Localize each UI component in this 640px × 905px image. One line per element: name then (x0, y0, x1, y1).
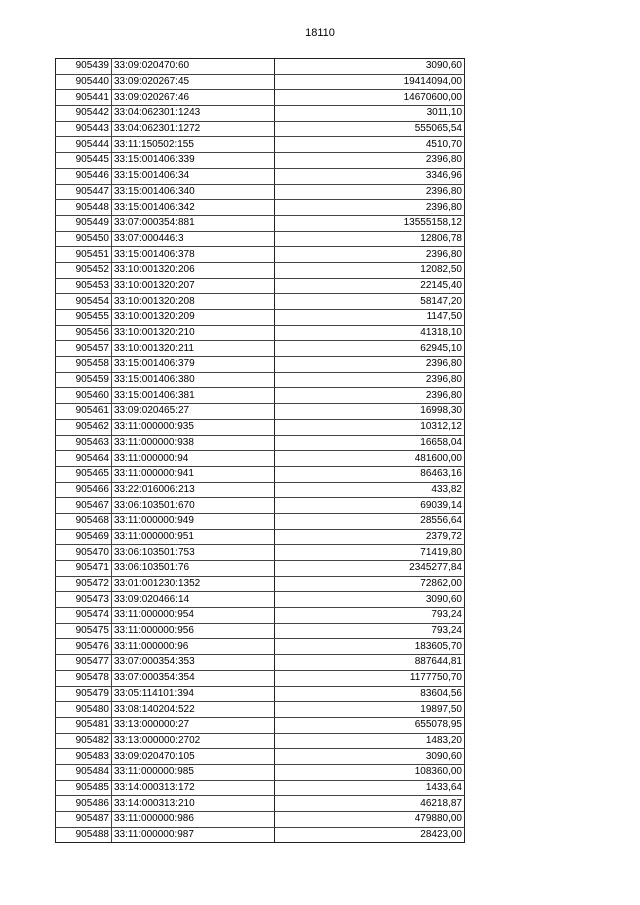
cadastral-number-cell: 33:09:020267:45 (112, 74, 275, 90)
cadastral-number-cell: 33:10:001320:207 (112, 278, 275, 294)
cadastral-value-cell: 793,24 (275, 608, 465, 624)
row-number-cell: 905455 (56, 310, 112, 326)
cadastral-number-cell: 33:15:001406:342 (112, 200, 275, 216)
cadastral-value-cell: 72862,00 (275, 576, 465, 592)
table-row (56, 498, 465, 514)
row-number-cell: 905487 (56, 812, 112, 828)
row-number-cell: 905462 (56, 419, 112, 435)
table-row (56, 435, 465, 451)
cadastral-value-cell: 1177750,70 (275, 670, 465, 686)
cadastral-value-cell: 58147,20 (275, 294, 465, 310)
table-row (56, 670, 465, 686)
table-row (56, 749, 465, 765)
table-row (56, 121, 465, 137)
cadastral-number-cell: 33:11:000000:938 (112, 435, 275, 451)
cadastral-number-cell: 33:11:000000:956 (112, 623, 275, 639)
row-number-cell: 905481 (56, 717, 112, 733)
table-row (56, 325, 465, 341)
cadastral-number-cell: 33:11:000000:951 (112, 529, 275, 545)
cadastral-number-cell: 33:11:000000:941 (112, 466, 275, 482)
table-row (56, 545, 465, 561)
row-number-cell: 905472 (56, 576, 112, 592)
cadastral-number-cell: 33:11:150502:155 (112, 137, 275, 153)
cadastral-number-cell: 33:04:062301:1272 (112, 121, 275, 137)
table-row (56, 466, 465, 482)
table-row (56, 200, 465, 216)
cadastral-number-cell: 33:14:000313:172 (112, 780, 275, 796)
row-number-cell: 905465 (56, 466, 112, 482)
cadastral-number-cell: 33:09:020466:14 (112, 592, 275, 608)
cadastral-value-cell: 2396,80 (275, 247, 465, 263)
table-row (56, 357, 465, 373)
cadastral-number-cell: 33:09:020267:46 (112, 90, 275, 106)
cadastral-value-cell: 83604,56 (275, 686, 465, 702)
cadastral-value-table (55, 58, 465, 843)
cadastral-number-cell: 33:06:103501:76 (112, 561, 275, 577)
cadastral-number-cell: 33:15:001406:380 (112, 372, 275, 388)
table-row (56, 827, 465, 843)
cadastral-value-cell: 183605,70 (275, 639, 465, 655)
table-row (56, 278, 465, 294)
cadastral-value-cell: 108360,00 (275, 764, 465, 780)
cadastral-number-cell: 33:05:114101:394 (112, 686, 275, 702)
cadastral-value-cell: 3011,10 (275, 106, 465, 122)
page-number: 18110 (305, 27, 335, 39)
table-row (56, 717, 465, 733)
cadastral-value-cell: 19414094,00 (275, 74, 465, 90)
table-row (56, 310, 465, 326)
table-row (56, 513, 465, 529)
table-row (56, 153, 465, 169)
table-row (56, 451, 465, 467)
table-row (56, 168, 465, 184)
row-number-cell: 905476 (56, 639, 112, 655)
cadastral-number-cell: 33:07:000354:353 (112, 655, 275, 671)
row-number-cell: 905458 (56, 357, 112, 373)
row-number-cell: 905484 (56, 764, 112, 780)
cadastral-value-cell: 481600,00 (275, 451, 465, 467)
row-number-cell: 905482 (56, 733, 112, 749)
row-number-cell: 905447 (56, 184, 112, 200)
table-row (56, 702, 465, 718)
table-row (56, 419, 465, 435)
cadastral-value-cell: 2345277,84 (275, 561, 465, 577)
table-row (56, 623, 465, 639)
row-number-cell: 905473 (56, 592, 112, 608)
cadastral-number-cell: 33:01:001230:1352 (112, 576, 275, 592)
cadastral-value-cell: 3346,96 (275, 168, 465, 184)
cadastral-value-cell: 555065,54 (275, 121, 465, 137)
cadastral-number-cell: 33:10:001320:210 (112, 325, 275, 341)
cadastral-value-cell: 1483,20 (275, 733, 465, 749)
table-row (56, 184, 465, 200)
cadastral-number-cell: 33:11:000000:986 (112, 812, 275, 828)
table-row (56, 247, 465, 263)
row-number-cell: 905486 (56, 796, 112, 812)
row-number-cell: 905446 (56, 168, 112, 184)
cadastral-number-cell: 33:09:020470:60 (112, 59, 275, 75)
row-number-cell: 905483 (56, 749, 112, 765)
cadastral-value-cell: 2396,80 (275, 372, 465, 388)
cadastral-number-cell: 33:11:000000:987 (112, 827, 275, 843)
row-number-cell: 905469 (56, 529, 112, 545)
cadastral-value-cell: 86463,16 (275, 466, 465, 482)
table-row (56, 686, 465, 702)
row-number-cell: 905488 (56, 827, 112, 843)
cadastral-value-cell: 793,24 (275, 623, 465, 639)
cadastral-value-cell: 16998,30 (275, 404, 465, 420)
table-body (56, 59, 465, 843)
cadastral-number-cell: 33:13:000000:27 (112, 717, 275, 733)
row-number-cell: 905451 (56, 247, 112, 263)
row-number-cell: 905454 (56, 294, 112, 310)
cadastral-number-cell: 33:11:000000:985 (112, 764, 275, 780)
cadastral-value-cell: 62945,10 (275, 341, 465, 357)
cadastral-number-cell: 33:10:001320:209 (112, 310, 275, 326)
cadastral-number-cell: 33:15:001406:378 (112, 247, 275, 263)
row-number-cell: 905441 (56, 90, 112, 106)
table-row (56, 341, 465, 357)
cadastral-number-cell: 33:11:000000:954 (112, 608, 275, 624)
cadastral-number-cell: 33:22:016006:213 (112, 482, 275, 498)
table-row (56, 482, 465, 498)
cadastral-number-cell: 33:07:000354:881 (112, 215, 275, 231)
cadastral-value-cell: 2379,72 (275, 529, 465, 545)
row-number-cell: 905463 (56, 435, 112, 451)
table-row (56, 576, 465, 592)
cadastral-value-cell: 13555158,12 (275, 215, 465, 231)
cadastral-value-cell: 28423,00 (275, 827, 465, 843)
cadastral-number-cell: 33:10:001320:211 (112, 341, 275, 357)
table-row (56, 639, 465, 655)
table-row (56, 733, 465, 749)
cadastral-value-cell: 16658,04 (275, 435, 465, 451)
cadastral-number-cell: 33:07:000354:354 (112, 670, 275, 686)
row-number-cell: 905442 (56, 106, 112, 122)
cadastral-value-cell: 28556,64 (275, 513, 465, 529)
table-row (56, 796, 465, 812)
cadastral-value-cell: 887644,81 (275, 655, 465, 671)
row-number-cell: 905452 (56, 262, 112, 278)
row-number-cell: 905466 (56, 482, 112, 498)
row-number-cell: 905468 (56, 513, 112, 529)
row-number-cell: 905485 (56, 780, 112, 796)
row-number-cell: 905461 (56, 404, 112, 420)
table-row (56, 812, 465, 828)
row-number-cell: 905445 (56, 153, 112, 169)
row-number-cell: 905479 (56, 686, 112, 702)
cadastral-value-cell: 2396,80 (275, 153, 465, 169)
cadastral-value-cell: 3090,60 (275, 592, 465, 608)
cadastral-value-cell: 71419,80 (275, 545, 465, 561)
cadastral-number-cell: 33:11:000000:94 (112, 451, 275, 467)
cadastral-number-cell: 33:11:000000:949 (112, 513, 275, 529)
cadastral-value-cell: 2396,80 (275, 184, 465, 200)
table-row (56, 561, 465, 577)
table-row (56, 764, 465, 780)
table-row (56, 215, 465, 231)
cadastral-value-cell: 433,82 (275, 482, 465, 498)
row-number-cell: 905457 (56, 341, 112, 357)
cadastral-value-cell: 1433,64 (275, 780, 465, 796)
row-number-cell: 905439 (56, 59, 112, 75)
cadastral-number-cell: 33:10:001320:206 (112, 262, 275, 278)
cadastral-number-cell: 33:06:103501:670 (112, 498, 275, 514)
cadastral-number-cell: 33:09:020470:105 (112, 749, 275, 765)
table-row (56, 592, 465, 608)
row-number-cell: 905456 (56, 325, 112, 341)
cadastral-value-cell: 41318,10 (275, 325, 465, 341)
table-row (56, 90, 465, 106)
row-number-cell: 905467 (56, 498, 112, 514)
cadastral-value-cell: 655078,95 (275, 717, 465, 733)
cadastral-value-cell: 479880,00 (275, 812, 465, 828)
row-number-cell: 905480 (56, 702, 112, 718)
cadastral-number-cell: 33:15:001406:379 (112, 357, 275, 373)
cadastral-number-cell: 33:04:062301:1243 (112, 106, 275, 122)
table-row (56, 404, 465, 420)
cadastral-number-cell: 33:15:001406:34 (112, 168, 275, 184)
cadastral-value-cell: 3090,60 (275, 59, 465, 75)
cadastral-number-cell: 33:15:001406:381 (112, 388, 275, 404)
cadastral-number-cell: 33:15:001406:340 (112, 184, 275, 200)
row-number-cell: 905464 (56, 451, 112, 467)
table-row (56, 137, 465, 153)
cadastral-value-cell: 12082,50 (275, 262, 465, 278)
cadastral-number-cell: 33:09:020465:27 (112, 404, 275, 420)
row-number-cell: 905453 (56, 278, 112, 294)
table-row (56, 608, 465, 624)
cadastral-number-cell: 33:06:103501:753 (112, 545, 275, 561)
cadastral-number-cell: 33:10:001320:208 (112, 294, 275, 310)
row-number-cell: 905449 (56, 215, 112, 231)
table-row (56, 388, 465, 404)
cadastral-value-cell: 2396,80 (275, 388, 465, 404)
cadastral-number-cell: 33:11:000000:935 (112, 419, 275, 435)
row-number-cell: 905471 (56, 561, 112, 577)
row-number-cell: 905440 (56, 74, 112, 90)
row-number-cell: 905477 (56, 655, 112, 671)
table-row (56, 780, 465, 796)
cadastral-value-cell: 19897,50 (275, 702, 465, 718)
row-number-cell: 905448 (56, 200, 112, 216)
row-number-cell: 905478 (56, 670, 112, 686)
cadastral-number-cell: 33:15:001406:339 (112, 153, 275, 169)
cadastral-value-cell: 46218,87 (275, 796, 465, 812)
cadastral-value-cell: 12806,78 (275, 231, 465, 247)
table-row (56, 231, 465, 247)
table-row (56, 106, 465, 122)
cadastral-value-cell: 2396,80 (275, 357, 465, 373)
row-number-cell: 905450 (56, 231, 112, 247)
cadastral-value-cell: 3090,60 (275, 749, 465, 765)
row-number-cell: 905443 (56, 121, 112, 137)
cadastral-value-cell: 10312,12 (275, 419, 465, 435)
row-number-cell: 905470 (56, 545, 112, 561)
table-row (56, 59, 465, 75)
cadastral-number-cell: 33:07:000446:3 (112, 231, 275, 247)
cadastral-value-cell: 4510,70 (275, 137, 465, 153)
cadastral-value-cell: 1147,50 (275, 310, 465, 326)
table-row (56, 529, 465, 545)
row-number-cell: 905474 (56, 608, 112, 624)
row-number-cell: 905475 (56, 623, 112, 639)
cadastral-value-cell: 69039,14 (275, 498, 465, 514)
table-row (56, 74, 465, 90)
table-row (56, 262, 465, 278)
cadastral-value-cell: 22145,40 (275, 278, 465, 294)
cadastral-value-cell: 14670600,00 (275, 90, 465, 106)
row-number-cell: 905460 (56, 388, 112, 404)
table-row (56, 294, 465, 310)
cadastral-number-cell: 33:11:000000:96 (112, 639, 275, 655)
table-row (56, 655, 465, 671)
row-number-cell: 905459 (56, 372, 112, 388)
cadastral-number-cell: 33:14:000313:210 (112, 796, 275, 812)
table-row (56, 372, 465, 388)
row-number-cell: 905444 (56, 137, 112, 153)
cadastral-number-cell: 33:13:000000:2702 (112, 733, 275, 749)
cadastral-number-cell: 33:08:140204:522 (112, 702, 275, 718)
cadastral-value-cell: 2396,80 (275, 200, 465, 216)
